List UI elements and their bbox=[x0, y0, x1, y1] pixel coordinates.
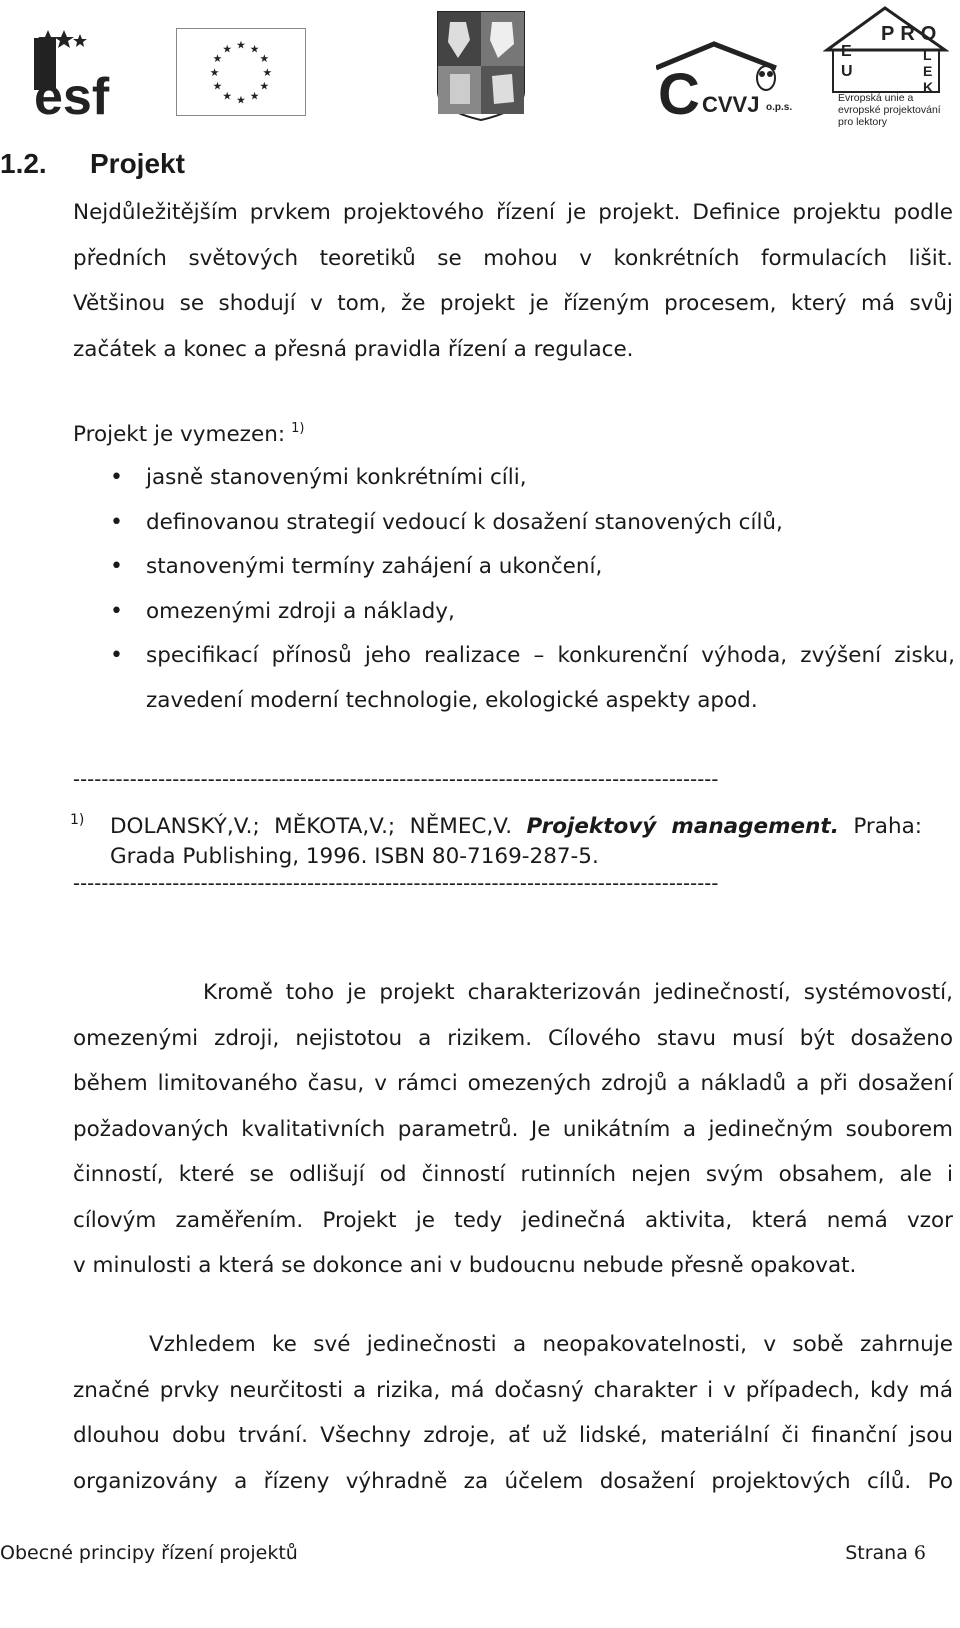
svg-text:E: E bbox=[923, 63, 933, 79]
paragraph-line: požadovaných kvalitativních parametrů. Je unikátním a jedinečným souborem bbox=[73, 1116, 953, 1142]
paragraph-line: během limitovaného času, v rámci omezených zdrojů a nákladů a při dosažení bbox=[73, 1071, 953, 1096]
eu-prolek-caption: Evropská unie a evropské projektování pro lektory bbox=[838, 92, 941, 128]
definition-lead-text: Projekt je vymezen: bbox=[73, 422, 286, 447]
section-title: Projekt bbox=[90, 148, 185, 179]
paragraph-line: v minulosti a která se dokonce ani v budoucnu nebude přesně opakovat. bbox=[73, 1253, 857, 1278]
paragraph-line: předních světových teoretiků se mohou v konkrétních formulacích lišit. bbox=[73, 245, 953, 271]
paragraph-line: organizovány a řízeny výhradně za účelem dosažení projektových cílů. Po bbox=[73, 1468, 953, 1494]
footnote-reference: 1) bbox=[291, 421, 305, 436]
list-item: • jasně stanovenými konkrétními cíli, bbox=[110, 456, 955, 501]
svg-text:PRO: PRO bbox=[881, 23, 943, 45]
paragraph-line: činností, které se odlišují od činností rutinních nejen svým obsahem, ale i bbox=[73, 1162, 953, 1187]
svg-text:★: ★ bbox=[259, 52, 270, 66]
paragraph-line: značné prvky neurčitosti a rizika, má dočasný charakter i v případech, kdy má bbox=[73, 1377, 953, 1403]
footer-page bbox=[845, 1542, 926, 1564]
svg-text:U: U bbox=[841, 63, 853, 80]
cvvj-logo-text: CVVJ bbox=[702, 92, 760, 117]
svg-text:★: ★ bbox=[259, 79, 270, 93]
eu-flag-logo bbox=[176, 28, 306, 116]
svg-text:★: ★ bbox=[222, 89, 233, 103]
footnote-authors: DOLANSKÝ,V.; MĚKOTA,V.; NĚMEC,V. bbox=[110, 814, 513, 839]
list-item: • omezenými zdroji a náklady, bbox=[110, 590, 955, 635]
footnote-mark: 1) bbox=[70, 812, 85, 828]
paragraph-intro bbox=[73, 190, 953, 372]
list-item-multiline bbox=[110, 634, 955, 723]
svg-text:E: E bbox=[841, 43, 852, 60]
list-item-line: • specifikací přínosů jeho realizace – konkurenční výhoda, zvýšení zisku, bbox=[146, 643, 955, 668]
svg-text:★: ★ bbox=[209, 65, 220, 79]
paragraph-line: Většinou se shodují v tom, že projekt je řízeným procesem, který má svůj bbox=[73, 291, 953, 316]
footer-title: Obecné principy řízení projektů bbox=[0, 1542, 298, 1564]
svg-text:★: ★ bbox=[212, 52, 223, 66]
footnote bbox=[110, 812, 922, 872]
svg-text:L: L bbox=[923, 47, 932, 63]
cvvj-logo-ops: o.p.s. bbox=[766, 102, 793, 113]
footnote-line bbox=[110, 812, 922, 842]
separator-bottom: ------------------------------------------------------------------------------------------- bbox=[73, 872, 719, 895]
definition-lead bbox=[73, 412, 304, 457]
header-logos bbox=[0, 0, 960, 128]
paragraph-line: cílovým zaměřením. Projekt je tedy jedinečná aktivita, která nemá vzor bbox=[73, 1207, 953, 1233]
svg-text:★: ★ bbox=[236, 93, 246, 107]
regional-crest-logo bbox=[436, 10, 526, 122]
paragraph-uniqueness bbox=[73, 1322, 953, 1504]
paragraph-line: začátek a konec a přesná pravidla řízení a regulace. bbox=[73, 336, 634, 362]
footnote-title: Projektový management. bbox=[526, 814, 839, 839]
svg-text:★: ★ bbox=[236, 38, 246, 52]
definition-list bbox=[110, 456, 955, 723]
footnote-place: Praha: bbox=[853, 814, 922, 839]
footnote-line: Grada Publishing, 1996. ISBN 80-7169-287-5. bbox=[110, 844, 599, 869]
paragraph-line: omezenými zdroji, nejistotou a rizikem. Cílového stavu musí být dosaženo bbox=[73, 1025, 953, 1051]
paragraph-line: Kromě toho je projekt charakterizován jedinečností, systémovostí, bbox=[203, 980, 953, 1005]
list-item-line: zavedení moderní technologie, ekologické aspekty apod. bbox=[146, 687, 758, 713]
svg-text:★: ★ bbox=[262, 65, 273, 79]
page-label: Strana bbox=[845, 1542, 908, 1564]
paragraph-characteristics bbox=[73, 970, 953, 1289]
paragraph-line: Vzhledem ke své jedinečnosti a neopakovatelnosti, v sobě zahrnuje bbox=[149, 1332, 953, 1357]
cvvj-logo-letter: C bbox=[658, 62, 700, 118]
cvvj-logo bbox=[656, 40, 816, 118]
paragraph-line: Nejdůležitějším prvkem projektového řízení je projekt. Definice projektu podle bbox=[73, 200, 953, 225]
svg-text:★: ★ bbox=[212, 79, 223, 93]
separator-top: ------------------------------------------------------------------------------------------- bbox=[73, 768, 719, 791]
list-item: • definovanou strategií vedoucí k dosažení stanovených cílů, bbox=[110, 501, 955, 546]
section-number: 1.2. bbox=[0, 148, 47, 179]
list-item: • stanovenými termíny zahájení a ukončení, bbox=[110, 545, 955, 590]
paragraph-line: dlouhou dobu trvání. Všechny zdroje, ať už lidské, materiální či finanční jsou bbox=[73, 1423, 953, 1448]
page-number: 6 bbox=[913, 1542, 926, 1564]
esf-logo-text: esf bbox=[34, 68, 110, 116]
svg-text:★: ★ bbox=[249, 89, 260, 103]
svg-text:★: ★ bbox=[249, 42, 260, 56]
svg-text:K: K bbox=[923, 79, 934, 95]
svg-text:★: ★ bbox=[222, 42, 233, 56]
esf-logo bbox=[34, 30, 134, 116]
